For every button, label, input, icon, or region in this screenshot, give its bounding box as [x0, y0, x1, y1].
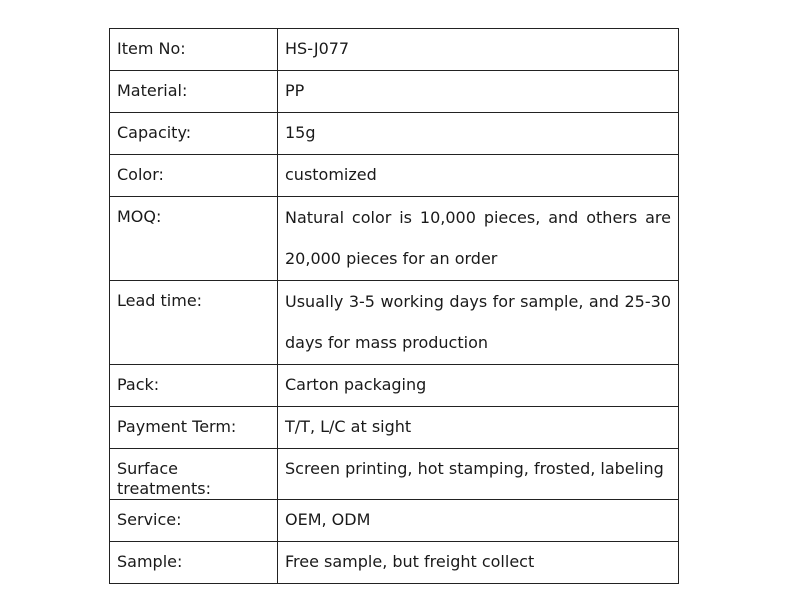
- spec-value: Natural color is 10,000 pieces, and others are 20,000 pieces for an order: [278, 197, 679, 281]
- spec-value: Screen printing, hot stamping, frosted, labeling: [278, 449, 679, 500]
- spec-label: Capacity:: [110, 113, 278, 155]
- spec-value: Free sample, but freight collect: [278, 542, 679, 584]
- spec-value: OEM, ODM: [278, 500, 679, 542]
- spec-table-body: [110, 29, 679, 584]
- table-row: [110, 365, 679, 407]
- product-spec-table: [109, 28, 679, 584]
- spec-value: Usually 3-5 working days for sample, and 25-30 days for mass production: [278, 281, 679, 365]
- table-row: [110, 113, 679, 155]
- spec-label: Pack:: [110, 365, 278, 407]
- spec-value: Carton packaging: [278, 365, 679, 407]
- spec-label: Service:: [110, 500, 278, 542]
- table-row: [110, 449, 679, 500]
- spec-value: T/T, L/C at sight: [278, 407, 679, 449]
- table-row: [110, 29, 679, 71]
- spec-label: Color:: [110, 155, 278, 197]
- spec-label: Surface treatments:: [110, 449, 278, 500]
- table-row: [110, 197, 679, 281]
- table-row: [110, 407, 679, 449]
- spec-value: customized: [278, 155, 679, 197]
- spec-value: PP: [278, 71, 679, 113]
- spec-label: Item No:: [110, 29, 278, 71]
- spec-label: Payment Term:: [110, 407, 278, 449]
- table-row: [110, 71, 679, 113]
- spec-label: Sample:: [110, 542, 278, 584]
- spec-label: Material:: [110, 71, 278, 113]
- spec-label: Lead time:: [110, 281, 278, 365]
- table-row: [110, 155, 679, 197]
- table-row: [110, 542, 679, 584]
- spec-label: MOQ:: [110, 197, 278, 281]
- spec-value: 15g: [278, 113, 679, 155]
- table-row: [110, 281, 679, 365]
- table-row: [110, 500, 679, 542]
- spec-value: HS-J077: [278, 29, 679, 71]
